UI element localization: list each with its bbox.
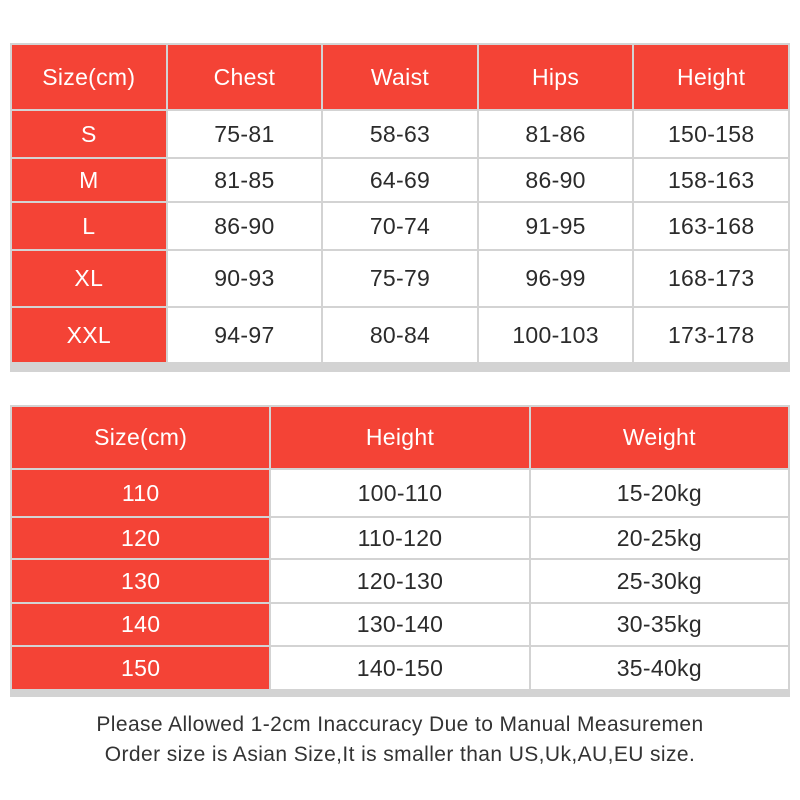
column-header: Height (634, 45, 788, 109)
table-cell: 86-90 (479, 159, 633, 201)
table-cell: 94-97 (168, 308, 322, 362)
column-header: Size(cm) (12, 45, 166, 109)
row-size-label: M (12, 159, 166, 201)
table-cell: 30-35kg (531, 604, 788, 645)
kids-size-table (10, 405, 790, 697)
row-size-label: 110 (12, 470, 269, 516)
table-cell: 86-90 (168, 203, 322, 249)
table-cell: 91-95 (479, 203, 633, 249)
table-cell: 96-99 (479, 251, 633, 306)
table-cell: 64-69 (323, 159, 477, 201)
table-cell: 20-25kg (531, 518, 788, 558)
column-header: Size(cm) (12, 407, 269, 468)
adult-size-table (10, 43, 790, 372)
column-header: Height (271, 407, 528, 468)
row-size-label: XXL (12, 308, 166, 362)
table-cell: 158-163 (634, 159, 788, 201)
column-header: Chest (168, 45, 322, 109)
notes (0, 710, 800, 770)
table-cell: 168-173 (634, 251, 788, 306)
table-cell: 150-158 (634, 111, 788, 157)
table-cell: 81-86 (479, 111, 633, 157)
row-size-label: S (12, 111, 166, 157)
table-cell: 25-30kg (531, 560, 788, 602)
row-size-label: 150 (12, 647, 269, 689)
row-size-label: 130 (12, 560, 269, 602)
table-cell: 173-178 (634, 308, 788, 362)
table-cell: 100-110 (271, 470, 528, 516)
table-cell: 70-74 (323, 203, 477, 249)
table-cell: 35-40kg (531, 647, 788, 689)
note-asian-size: Order size is Asian Size,It is smaller than US,Uk,AU,EU size. (104, 743, 696, 766)
column-header: Waist (323, 45, 477, 109)
row-size-label: 140 (12, 604, 269, 645)
row-size-label: 120 (12, 518, 269, 558)
note-inaccuracy: Please Allowed 1-2cm Inaccuracy Due to Manual Measuremen (96, 713, 704, 736)
column-header: Hips (479, 45, 633, 109)
table-cell: 100-103 (479, 308, 633, 362)
table-cell: 90-93 (168, 251, 322, 306)
table-cell: 130-140 (271, 604, 528, 645)
table-cell: 140-150 (271, 647, 528, 689)
column-header: Weight (531, 407, 788, 468)
table-cell: 58-63 (323, 111, 477, 157)
table-cell: 110-120 (271, 518, 528, 558)
row-size-label: XL (12, 251, 166, 306)
table-cell: 120-130 (271, 560, 528, 602)
table-cell: 81-85 (168, 159, 322, 201)
table-cell: 163-168 (634, 203, 788, 249)
table-cell: 75-81 (168, 111, 322, 157)
table-cell: 15-20kg (531, 470, 788, 516)
row-size-label: L (12, 203, 166, 249)
table-cell: 75-79 (323, 251, 477, 306)
table-cell: 80-84 (323, 308, 477, 362)
